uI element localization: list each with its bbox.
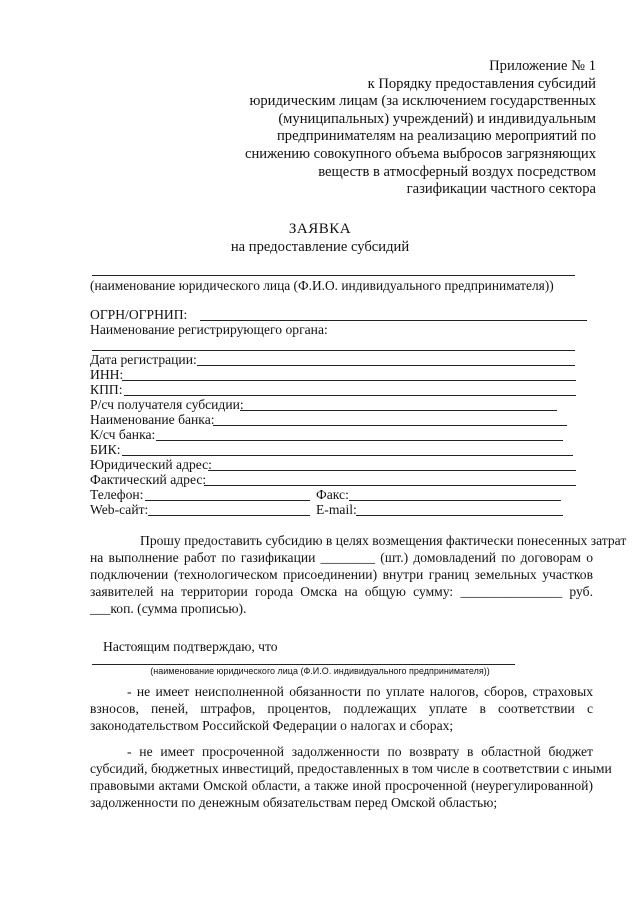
document-subtitle: на предоставление субсидий [230, 239, 410, 255]
condition-line: взносов, пеней, штрафов, процентов, подлежащих уплате в соответствии с [90, 701, 593, 716]
condition-line: задолженности по денежным обязательствам перед Омской областью; [90, 795, 498, 810]
field-registrar-label: Наименование регистрирующего органа: [90, 322, 328, 337]
field-legal-address-line[interactable] [208, 470, 576, 471]
annex-line: предпринимателям на реализацию мероприятий по [276, 128, 596, 145]
field-reg-date-line[interactable] [197, 365, 575, 366]
annex-header [176, 58, 596, 199]
annex-line: снижению совокупного объема выбросов загрязняющих [245, 145, 596, 162]
condition-line: - не имеет неисполненной обязанности по уплате налогов, сборов, страховых [127, 684, 593, 699]
field-email-label: E-mail: [316, 502, 357, 517]
field-account-label: Р/сч получателя субсидии: [90, 397, 244, 412]
field-actual-address-label: Фактический адрес: [90, 472, 207, 487]
field-website-label: Web-сайт: [90, 502, 149, 517]
field-corr-account-line[interactable] [156, 440, 563, 441]
annex-line: к Порядку предоставления субсидий [367, 75, 596, 92]
field-bank-name-label: Наименование банка: [90, 412, 215, 427]
field-bik-line[interactable] [122, 455, 573, 456]
field-bik-label: БИК: [90, 442, 121, 457]
field-ogrn-label: ОГРН/ОГРНИП: [90, 307, 188, 322]
condition-line: - не имеет просроченной задолженности по возврату в областной бюджет [127, 744, 593, 759]
field-corr-account-label: К/сч банка: [90, 427, 156, 442]
field-bank-name-line[interactable] [213, 425, 567, 426]
field-kpp-line[interactable] [124, 395, 576, 396]
annex-line: газификации частного сектора [406, 181, 596, 198]
annex-line: Приложение № 1 [489, 58, 596, 74]
field-inn-label: ИНН: [90, 367, 124, 382]
annex-line: (муниципальных) учреждений) и индивидуальным [278, 110, 596, 127]
condition-line: законодательством Российской Федерации о налогах и сборах; [90, 718, 454, 733]
field-fax-line[interactable] [349, 500, 561, 501]
condition-line: субсидий, бюджетных инвестиций, предоставленных в том числе в соответствии с иными [90, 761, 612, 776]
confirm-name-line[interactable] [92, 664, 515, 665]
applicant-name-line[interactable] [92, 275, 575, 276]
field-legal-address-label: Юридический адрес: [90, 457, 212, 472]
field-registrar-line[interactable] [92, 350, 575, 351]
field-fax-label: Факс: [316, 487, 349, 502]
request-line: Прошу предоставить субсидию в целях возмещения фактически понесенных затрат [140, 533, 627, 548]
field-website-line[interactable] [148, 515, 310, 516]
request-line: ___коп. (сумма прописью). [90, 601, 247, 616]
field-kpp-label: КПП: [90, 382, 123, 397]
confirm-name-caption: (наименование юридического лица (Ф.И.О. индивидуального предпринимателя)) [150, 666, 490, 676]
field-ogrn-line[interactable] [200, 320, 587, 321]
field-actual-address-line[interactable] [204, 485, 576, 486]
field-email-line[interactable] [356, 515, 563, 516]
applicant-name-caption: (наименование юридического лица (Ф.И.О. индивидуального предпринимателя)) [90, 278, 554, 293]
request-line: подключении (технологическом присоединении) внутри границ земельных участков [90, 567, 593, 582]
condition-line: правовыми актами Омской области, а также иной просроченной (неурегулированной) [90, 778, 593, 793]
field-reg-date-label: Дата регистрации: [90, 352, 197, 367]
field-inn-line[interactable] [122, 380, 576, 381]
request-line: на выполнение работ по газификации ________ (шт.) домовладений по договорам о [90, 550, 593, 565]
field-phone-line[interactable] [145, 500, 310, 501]
field-account-line[interactable] [240, 410, 557, 411]
request-line: заявителей на территории города Омска на общую сумму: _______________ руб. [90, 584, 593, 599]
field-phone-label: Телефон: [90, 487, 144, 502]
annex-line: юридическим лицам (за исключением государственных [249, 93, 596, 110]
confirm-label: Настоящим подтверждаю, что [103, 639, 278, 654]
document-title: ЗАЯВКА [288, 221, 352, 237]
annex-line: веществ в атмосферный воздух посредством [318, 163, 596, 180]
